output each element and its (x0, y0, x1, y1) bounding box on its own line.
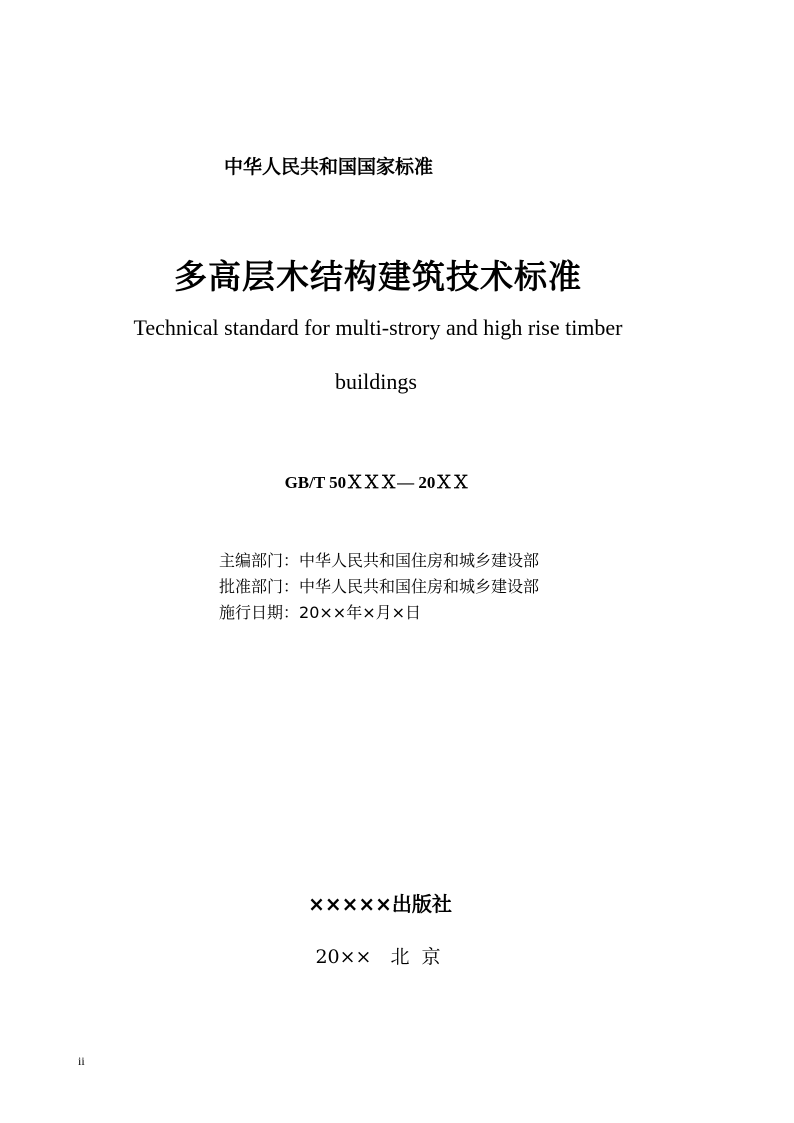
info-row-editor-department (219, 548, 539, 574)
info-label: 主编部门： (219, 551, 300, 570)
info-row-effective-date (219, 600, 539, 626)
info-label: 施行日期： (219, 603, 300, 622)
document-title-chinese: 多高层木结构建筑技术标准 (174, 257, 582, 296)
publication-year-place: 20×× 北 京 (315, 946, 441, 968)
publisher-name: ×××××出版社 (308, 892, 452, 916)
info-label: 批准部门： (219, 577, 300, 596)
info-value: 中华人民共和国住房和城乡建设部 (299, 551, 540, 570)
standard-info-block (219, 548, 539, 626)
page-number: ii (78, 1054, 85, 1068)
national-standard-heading: 中华人民共和国国家标准 (224, 156, 434, 178)
info-value: 20××年×月×日 (299, 603, 422, 622)
info-value: 中华人民共和国住房和城乡建设部 (299, 577, 540, 596)
standard-number: GB/T 50ＸＸＸ— 20ＸＸ (284, 473, 470, 492)
info-row-approval-department (219, 574, 539, 600)
document-title-english-line-1: Technical standard for multi-strory and high rise timber (133, 315, 623, 340)
document-title-english-line-2: buildings (335, 369, 417, 394)
